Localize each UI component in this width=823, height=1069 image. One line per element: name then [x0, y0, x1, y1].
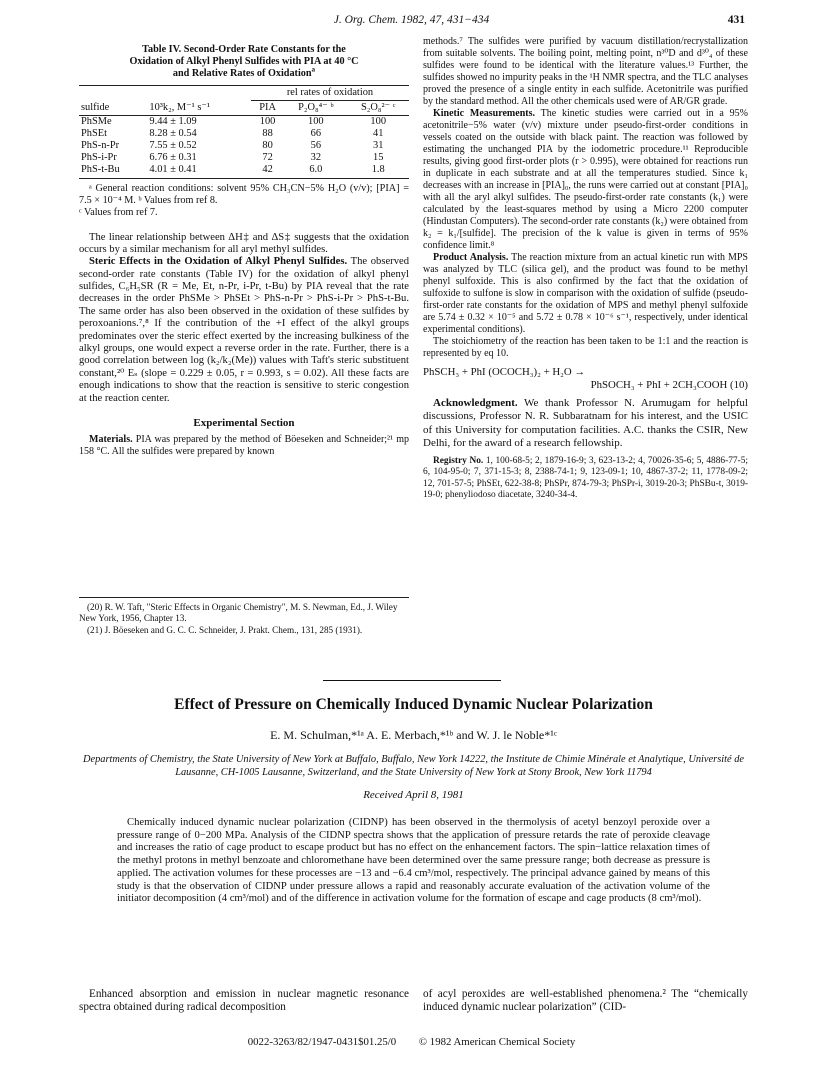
methods-paragraph: methods.⁷ The sulfides were purified by vacuum distillation/recrystallization from suitable solvents. The boiling point, melting point, n³⁰D and d³⁰₄ of these sulfides were found to be identical with the literature values.¹³ Further, the sulfides showed no impurity peaks in the ¹H NMR spectra, and the TLC analyses proved the presence of a single entity in each sulfide. Acetonitrile was purified by the standard method. All the other chemicals used were of AR/GR grade. — [423, 36, 748, 107]
article-affiliation: Departments of Chemistry, the State University of New York at Buffalo, Buffalo, New York 14222, the Institute de Chimie Minérale et Analytique, Université de Lausanne, CH-1005 Lausanne, Switzerland, and the State University of New York at Stony Brook, New York 11794 — [82, 754, 745, 778]
column-header: S₂O₈²⁻ ᶜ — [347, 100, 409, 115]
intro-text-left: Enhanced absorption and emission in nuclear magnetic resonance spectra obtained during radical decomposition — [79, 988, 409, 1014]
table-cell: 1.8 — [347, 164, 409, 178]
article-code: 0022-3263/82/1947-0431$01.25/0 — [247, 1036, 397, 1048]
table-cell: 72 — [262, 151, 273, 163]
table-group-header: rel rates of oxidation — [251, 85, 409, 100]
table-row — [79, 152, 409, 164]
table-cell: 41 — [373, 128, 384, 139]
table-cell: 4.01 ± 0.41 — [147, 164, 251, 178]
product-heading: Product Analysis. — [433, 252, 509, 263]
table-header-row — [79, 100, 409, 115]
running-head — [0, 14, 823, 30]
article-abstract: Chemically induced dynamic nuclear polarization (CIDNP) has been observed in the thermolysis of acetyl benzoyl peroxide over a pressure range of 0−200 MPa. Analysis of the CIDNP spectra shows that the application of pressure retards the rate of peroxide cleavage and increases the ratio of cage product to escape product but has no effect on the enhancement factors. The spin−lattice relaxation times of the methyl protons in methyl benzoate and chloromethane have been determined over the same pressure range; both decrease as pressure is applied. The activation volumes for these processes are −13 and −6.4 cm³/mol, respectively. The principal advance gained by means of this study is that the observation of CIDNP under pressure allows a rapid and reasonably accurate evaluation of the activation volume of the initiator decomposition (4 cm³/mol) and of the difference in activation volume for the formation of escape and cage products (8 cm³/mol). — [117, 817, 710, 905]
right-column — [423, 36, 748, 501]
table-row — [79, 116, 409, 128]
table-row — [79, 128, 409, 140]
table-row — [79, 140, 409, 152]
article-header — [79, 688, 748, 906]
left-column — [79, 36, 409, 458]
table-row — [79, 164, 409, 178]
page-footer — [0, 1036, 823, 1048]
table-cell: 56 — [310, 139, 322, 151]
article-divider — [323, 680, 501, 681]
column-header: sulfide — [79, 100, 147, 115]
table-cell: 100 — [308, 116, 324, 128]
materials-heading: Materials. — [89, 433, 133, 445]
table-cell: 88 — [262, 128, 273, 139]
table-cell: 6.76 ± 0.31 — [149, 151, 197, 163]
table-cell: 80 — [262, 139, 273, 151]
steric-effects-text: The observed second-order rate constants (Table IV) for the oxidation of alkyl phenyl sulfides, C₆H₅SR (R = Me, Et, n-Pr, i-Pr, t-Bu) by PIA reveal that the rate decreases in the order PhSMe > PhSEt > PhS-n-Pr > PhS-i-Pr > PhS-t-Bu. The same order has also been observed in the oxidation of these sulfides by peroxoanions.⁷,⁸ If the contribution of the +I effect of the alkyl groups predominates over the steric effect exerted by the increasing bulkiness of the alkyl groups, one would expect a reverse order in the rate. Further, there is a good correlation between log (k₂/k₂(Me)) values with Taft's steric substituent constant,²⁰ Eₛ (slope = 0.229 ± 0.05, r = 0.993, s = 0.02). All these facts are enough indications to show that the reaction is sensitive to steric congestion at the reaction center. — [79, 256, 409, 404]
table-cell: PhS-i-Pr — [81, 151, 117, 163]
steric-effects-paragraph — [79, 256, 409, 405]
table-notes — [79, 183, 409, 220]
column-header: P₂O₈⁴⁻ ᵇ — [284, 100, 347, 115]
table-cell: PhSMe — [81, 116, 112, 128]
acknowledgment-paragraph — [423, 397, 748, 450]
journal-citation: J. Org. Chem. 1982, 47, 431−434 — [333, 14, 490, 26]
received-date: Received April 8, 1981 — [363, 789, 464, 801]
table-cell: 8.28 ± 0.54 — [149, 128, 197, 139]
product-paragraph — [423, 252, 748, 336]
table-cell: 7.55 ± 0.52 — [149, 139, 197, 151]
equation-line2: PhSOCH₃ + PhI + 2CH₃COOH (10) — [590, 378, 748, 391]
footnotes — [79, 597, 409, 637]
steric-effects-heading: Steric Effects in the Oxidation of Alkyl Phenyl Sulfides. — [89, 256, 348, 268]
table-cell: 6.0 — [284, 164, 347, 178]
equation-line1: PhSCH₃ + PhI (OCOCH₃)₂ + H₂O → — [423, 366, 586, 378]
article-title: Effect of Pressure on Chemically Induced Dynamic Nuclear Polarization — [174, 696, 653, 713]
table-cell: 15 — [373, 151, 384, 163]
page-number: 431 — [727, 14, 745, 26]
registry-paragraph — [423, 456, 748, 501]
body-paragraph: The linear relationship between ΔH‡ and ΔS‡ suggests that the oxidation occurs by a similar mechanism for all aryl methyl sulfides. — [79, 231, 409, 255]
table-caption-line1: Table IV. Second-Order Rate Constants for the — [142, 44, 346, 55]
table-caption — [79, 44, 409, 81]
intro-text-right: of acyl peroxides are well-established phenomena.² The “chemically induced dynamic nuclear polarization” (CID- — [423, 988, 748, 1014]
footnote: (20) R. W. Taft, "Steric Effects in Organic Chemistry", M. S. Newman, Ed., J. Wiley New York, 1956, Chapter 13. — [79, 602, 398, 623]
table-caption-mark: a — [311, 66, 316, 75]
column-header: 10³k₂, M⁻¹ s⁻¹ — [147, 100, 251, 115]
table-note-c: ᶜ Values from ref 7. — [79, 207, 158, 219]
product-text: The reaction mixture from an actual kinetic run with MPS was analyzed by TLC (silica gel), and the product was found to be methyl phenyl sulfoxide. This is also confirmed by the fact that the oxidation of sulfoxide to sulfone is slow in comparison with the oxidation of sulfide (pseudo-first-order rate constants for the oxidation of MPS and methyl phenyl sulfoxide are 5.74 ± 0.32 × 10⁻⁵ and 5.72 ± 0.78 × 10⁻⁶ s⁻¹, respectively, under identical experimental conditions). — [423, 252, 748, 335]
table-cell: PhS-n-Pr — [81, 139, 120, 151]
footnote: (21) J. Böeseken and G. C. C. Schneider, J. Prakt. Chem., 131, 285 (1931). — [87, 624, 363, 635]
table-cell: 100 — [370, 116, 387, 128]
experimental-section-title: Experimental Section — [193, 416, 295, 429]
acknowledgment-text: We thank Professor N. Arumugam for helpful discussions, Professor N. R. Subbaratnam for his interest, and the USIC of this University for computation facilities. A.C. thanks the CSIR, New Delhi, for the award of a research fellowship. — [423, 397, 748, 449]
table-cell: 100 — [259, 116, 276, 128]
table-cell: PhSEt — [81, 128, 107, 139]
stoichiometry-paragraph: The stoichiometry of the reaction has been taken to be 1:1 and the reaction is represented by eq 10. — [423, 336, 748, 359]
kinetic-text: The kinetic studies were carried out in a 95% acetonitrile−5% water (v/v) mixture under pseudo-first-order conditions in vessels coated on the outside with black paint. The reaction was followed by estimating the unchanged PIA by the iodometric procedure.¹¹ Reproducible results, giving good first-order plots (r > 0.995), were obtained for reactions run in duplicate in each substrate and at all the temperatures studied. Since k₁ decreases with an increase in [PIA]₀, the runs were carried out at constant [PIA]₀ with all the aryl alkyl sulfides. The pseudo-first-order rate constants (k₁) were calculated by the least-squares method by using a Micro 2200 computer (Hindustan Computers). The second-order rate constants (k₂) were obtained from k₂ = k₁/[sulfide]. The precision of the k value is given in terms of 95% confidence limit.⁸ — [423, 108, 748, 251]
table-caption-line2: Oxidation of Alkyl Phenyl Sulfides with PIA at 40 °C — [129, 56, 359, 68]
column-header: PIA — [251, 100, 284, 115]
table-cell: 31 — [373, 139, 384, 151]
article-authors: E. M. Schulman,*¹ᵃ A. E. Merbach,*¹ᵇ and W. J. le Noble*¹ᶜ — [270, 728, 557, 742]
kinetic-heading: Kinetic Measurements. — [433, 108, 535, 119]
materials-paragraph — [79, 434, 409, 458]
table-cell: 9.44 ± 1.09 — [149, 116, 197, 128]
equation-10 — [423, 366, 748, 391]
materials-text: PIA was prepared by the method of Böeseken and Schneider;²¹ mp 158 °C. All the sulfides were prepared by known — [79, 433, 409, 457]
table-cell: 32 — [310, 151, 322, 163]
table-caption-line3: and Relative Rates of Oxidation — [172, 68, 312, 80]
intro-right-column — [423, 988, 748, 1015]
registry-text: 1, 100-68-5; 2, 1879-16-9; 3, 623-13-2; 4, 70026-35-6; 5, 4886-77-5; 6, 104-95-0; 7, 371-15-3; 8, 2388-74-1; 9, 123-09-1; 10, 4867-37-2; 11, 1778-09-2; 12, 701-57-5; PhSEt, 622-38-8; PhSPr, 874-79-3; PhSPr-i, 3019-20-3; PhSBu-t, 3019-19-0; phenyliodoso diacetate, 3240-34-4. — [423, 456, 748, 500]
table-note-a: ᵃ General reaction conditions: solvent 95% CH₃CN−5% H₂O (v/v); [PIA] = 7.5 × 10⁻⁴ M. ᵇ Values from ref 8. — [79, 182, 409, 207]
acknowledgment-heading: Acknowledgment. — [433, 397, 518, 410]
rate-constants-table — [79, 85, 409, 179]
copyright: © 1982 American Chemical Society — [418, 1036, 576, 1048]
registry-heading: Registry No. — [433, 456, 484, 466]
intro-left-column — [79, 988, 409, 1015]
table-cell: 42 — [251, 164, 284, 178]
table-cell: PhS-t-Bu — [79, 164, 147, 178]
table-cell: 66 — [310, 128, 322, 139]
kinetic-paragraph — [423, 108, 748, 252]
